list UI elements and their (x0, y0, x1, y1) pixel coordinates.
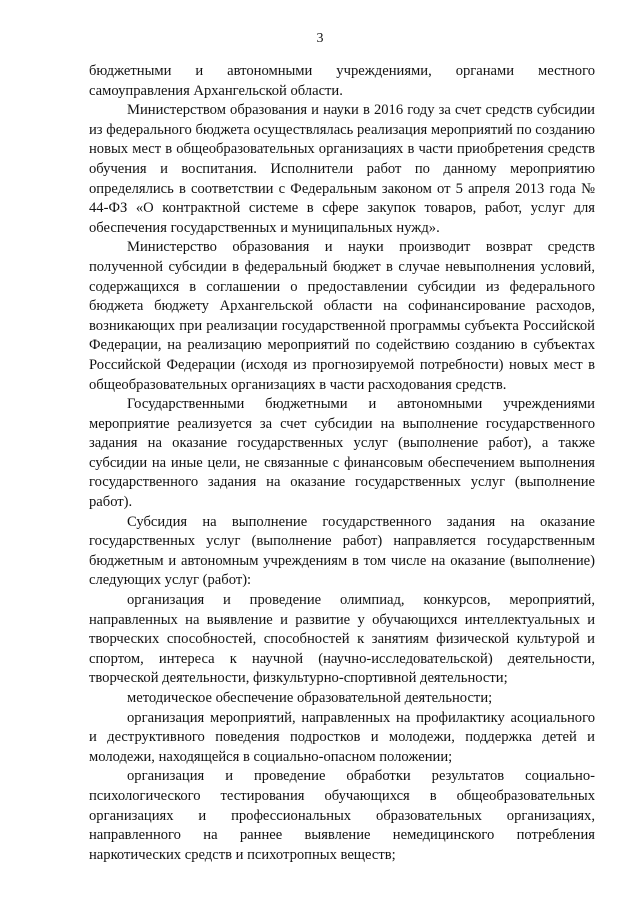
paragraph-state-task-subsidy: Субсидия на выполнение государственного задания на оказание государственных услуг (выполнение работ) направляется государственным бюджетным и автономным учреждениям в том числе на оказание (выполнение) следующих услуг (работ): (89, 513, 595, 589)
list-item-prevention: организация мероприятий, направленных на профилактику асоциального и деструктивного поведения подростков и молодежи, поддержка детей и молодежи, находящейся в социально-опасном положении; (89, 709, 595, 765)
paragraph-subsidy-return: Министерство образования и науки производит возврат средств полученной субсидии в федеральный бюджет в случае невыполнения условий, содержащихся в соглашении о предоставлении субсидии из федерального бюджета бюджету Архангельской области на софинансирование расходов, возникающих при реализации государственной программы субъекта Российской Федерации, на реализацию мероприятий по содействию созданию в субъектах Российской Федерации (исходя из прогнозируемой потребности) новых мест в общеобразовательных организациях в части расходования средств. (89, 239, 595, 393)
page-number: 3 (316, 31, 324, 46)
document-body (89, 62, 595, 865)
paragraph-subsidy-implementation: Министерством образования и науки в 2016 году за счет средств субсидии из федерального бюджета осуществлялась реализация мероприятий по созданию новых мест в общеобразовательных организациях в части приобретения средств обучения и воспитания. Исполнители работ по данному мероприятию определялись в соответствии с Федеральным законом от 5 апреля 2013 года № 44-ФЗ «О контрактной системе в сфере закупок товаров, работ, услуг для обеспечения государственных и муниципальных нужд». (89, 102, 595, 236)
paragraph-institutions-funding: Государственными бюджетными и автономными учреждениями мероприятие реализуется за счет субсидии на выполнение государственного задания на оказание государственных услуг (выполнение работ), а также субсидии на иные цели, не связанные с финансовым обеспечением выполнения государственного задания на оказание государственных услуг (выполнение работ). (89, 396, 595, 511)
list-item-methodological-support: методическое обеспечение образовательной деятельности; (127, 690, 493, 706)
list-item-testing: организация и проведение обработки результатов социально-психологического тестирования обучающихся в общеобразовательных организациях и профессиональных образовательных организациях, направленного на раннее выявление немедицинского потребления наркотических средств и психотропных веществ; (89, 768, 595, 863)
paragraph-continuation: бюджетными и автономными учреждениями, органами местного самоуправления Архангельской области. (89, 63, 595, 99)
list-item-olympiads: организация и проведение олимпиад, конкурсов, мероприятий, направленных на выявление и развитие у обучающихся интеллектуальных и творческих способностей, способностей к занятиям физической культурой и спортом, интереса к научной (научно-исследовательской) деятельности, творческой деятельности, физкультурно-спортивной деятельности; (89, 592, 595, 687)
